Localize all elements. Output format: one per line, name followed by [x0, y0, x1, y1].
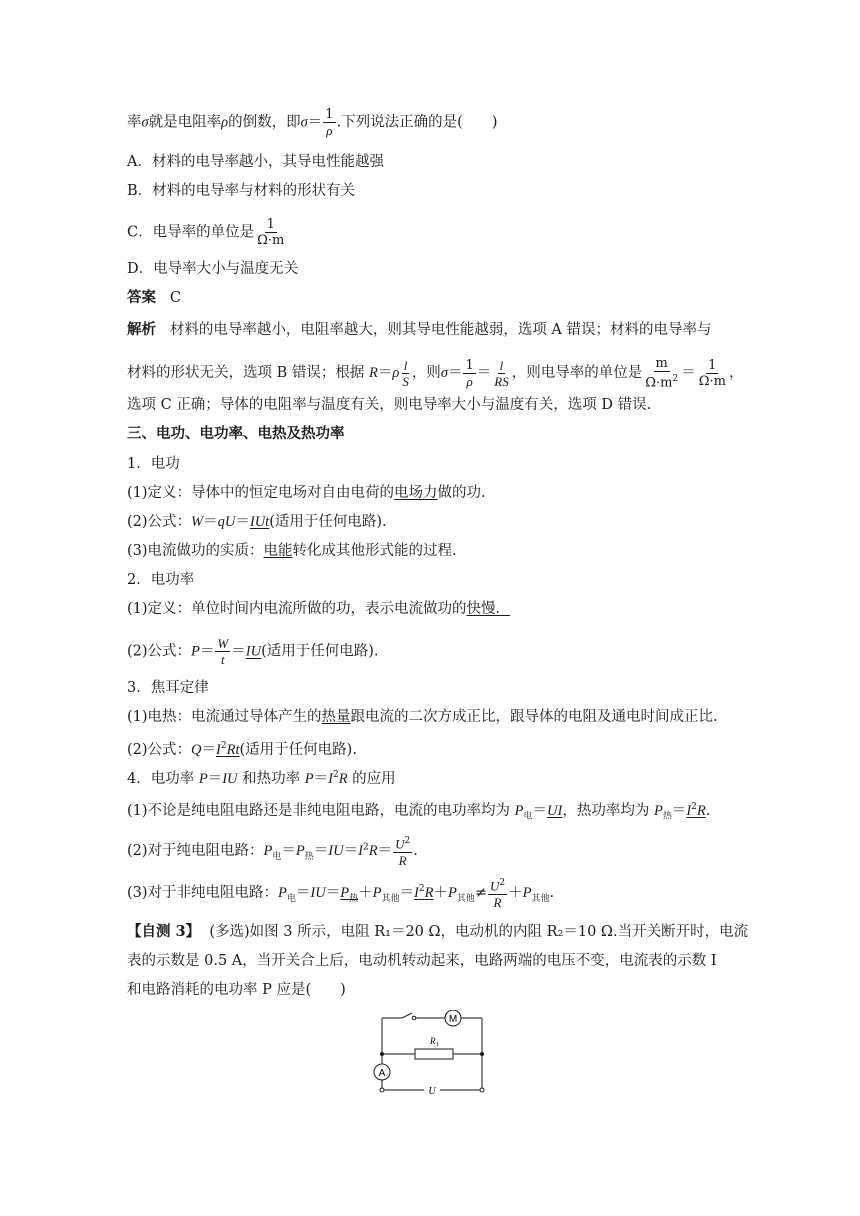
joule-heat: (1)电热：电流通过导体产生的热量跟电流的二次方成正比，跟导体的电阻及通电时间成正比.: [127, 709, 718, 725]
joule-formula: (2)公式：$Q=I^2Rt$(适用于任何电路).: [127, 741, 357, 758]
sub-joule-law: 3．焦耳定律: [127, 680, 209, 696]
sub-power-application: 4．电功率 P＝IU 和热功率 $P=I^2R$ 的应用: [127, 770, 396, 787]
option-d: D．电导率大小与温度无关: [127, 261, 299, 277]
analysis-line-3: 选项 C 正确；导体的电阻率与温度有关，则电导率大小与温度有关，选项 D 错误.: [127, 397, 652, 413]
analysis-line-2: 材料的形状无关，选项 B 错误；根据 R＝ρ $\frac{l}{S}$ ，则σ＝ $\frac{1}{\rho}$ ＝ $\frac{l}{RS}$ ，则电导率的单位是 $\frac{m}{\Omega\cdot m^2}$ ＝ $\frac{1}{\Omega\cdot m}$ ，: [127, 356, 744, 391]
work-formula: (2)公式：W＝qU＝IUt(适用于任何电路).: [127, 514, 387, 530]
power-formula: (2)公式：P＝ $\frac{W}{t}$ ＝IU(适用于任何电路).: [127, 636, 379, 667]
option-c: C．电导率的单位是 $\frac{1}{\Omega\cdot m}$: [127, 217, 285, 248]
analysis-line-1: 解析 材料的电导率越小，电阻率越大，则其导电性能越弱，选项 A 错误；材料的电导率与: [127, 321, 712, 338]
power-pure-resistor: (2)对于纯电阻电路：$P_电=P_热=IU=I^2R=$ $\frac{U^2}{R}$ .: [127, 836, 418, 869]
work-definition: (1)定义：导体中的恒定电场对自由电荷的电场力做的功.: [127, 485, 486, 501]
sub-electric-power: 2．电功率: [127, 572, 195, 588]
ammeter-symbol: [374, 1064, 390, 1080]
motor-label: M: [448, 1014, 458, 1025]
option-a: A．材料的电导率越小，其导电性能越强: [127, 154, 384, 170]
power-non-pure-resistor: (3)对于非纯电阻电路：$P_电=IU=P_热+P_{其他}=I^2R+P_{其他}\ne$ $\frac{U^2}{R}$ $+P_{其他}$.: [127, 878, 555, 911]
voltage-label: U: [428, 1086, 436, 1097]
selftest-line-3: 和电路消耗的电功率 P 应是( ): [127, 982, 346, 998]
power-definition: (1)定义：单位时间内电流所做的功，表示电流做功的快慢．: [127, 601, 511, 617]
resistor-label: R: [430, 1036, 436, 1046]
answer: 答案 C: [127, 289, 181, 306]
selftest-line-2: 表的示数是 0.5 A，当开关合上后，电动机转动起来，电路两端的电压不变，电流表的示数 I: [127, 953, 717, 969]
option-b: B．材料的电导率与材料的形状有关: [127, 183, 356, 199]
selftest-line-1: 【自测 3】 (多选)如图 3 所示，电阻 R₁＝20 Ω，电动机的内阻 R₂＝10 Ω.当开关断开时，电流: [127, 923, 749, 940]
circuit-diagram: [370, 1010, 500, 1100]
resistor-subscript: 1: [436, 1042, 439, 1048]
resistor-symbol: [415, 1036, 453, 1059]
sub-electric-work: 1．电功: [127, 456, 180, 472]
section-title: 三、电功、电功率、电热及热功率: [127, 425, 345, 442]
question-intro: 率σ就是电阻率ρ的倒数，即σ＝ $\frac{1}{\rho}$ .下列说法正确的是( ): [127, 107, 498, 138]
work-essence: (3)电流做功的实质：电能转化成其他形式能的过程.: [127, 543, 457, 559]
voltage-marker: [424, 1084, 440, 1097]
ammeter-label: A: [378, 1068, 386, 1079]
motor-symbol: [445, 1010, 461, 1026]
power-general: (1)不论是纯电阻电路还是非纯电阻电路，电流的电功率均为 $P_电=UI$，热功率均为 $P_热=I^2R$.: [127, 802, 711, 822]
